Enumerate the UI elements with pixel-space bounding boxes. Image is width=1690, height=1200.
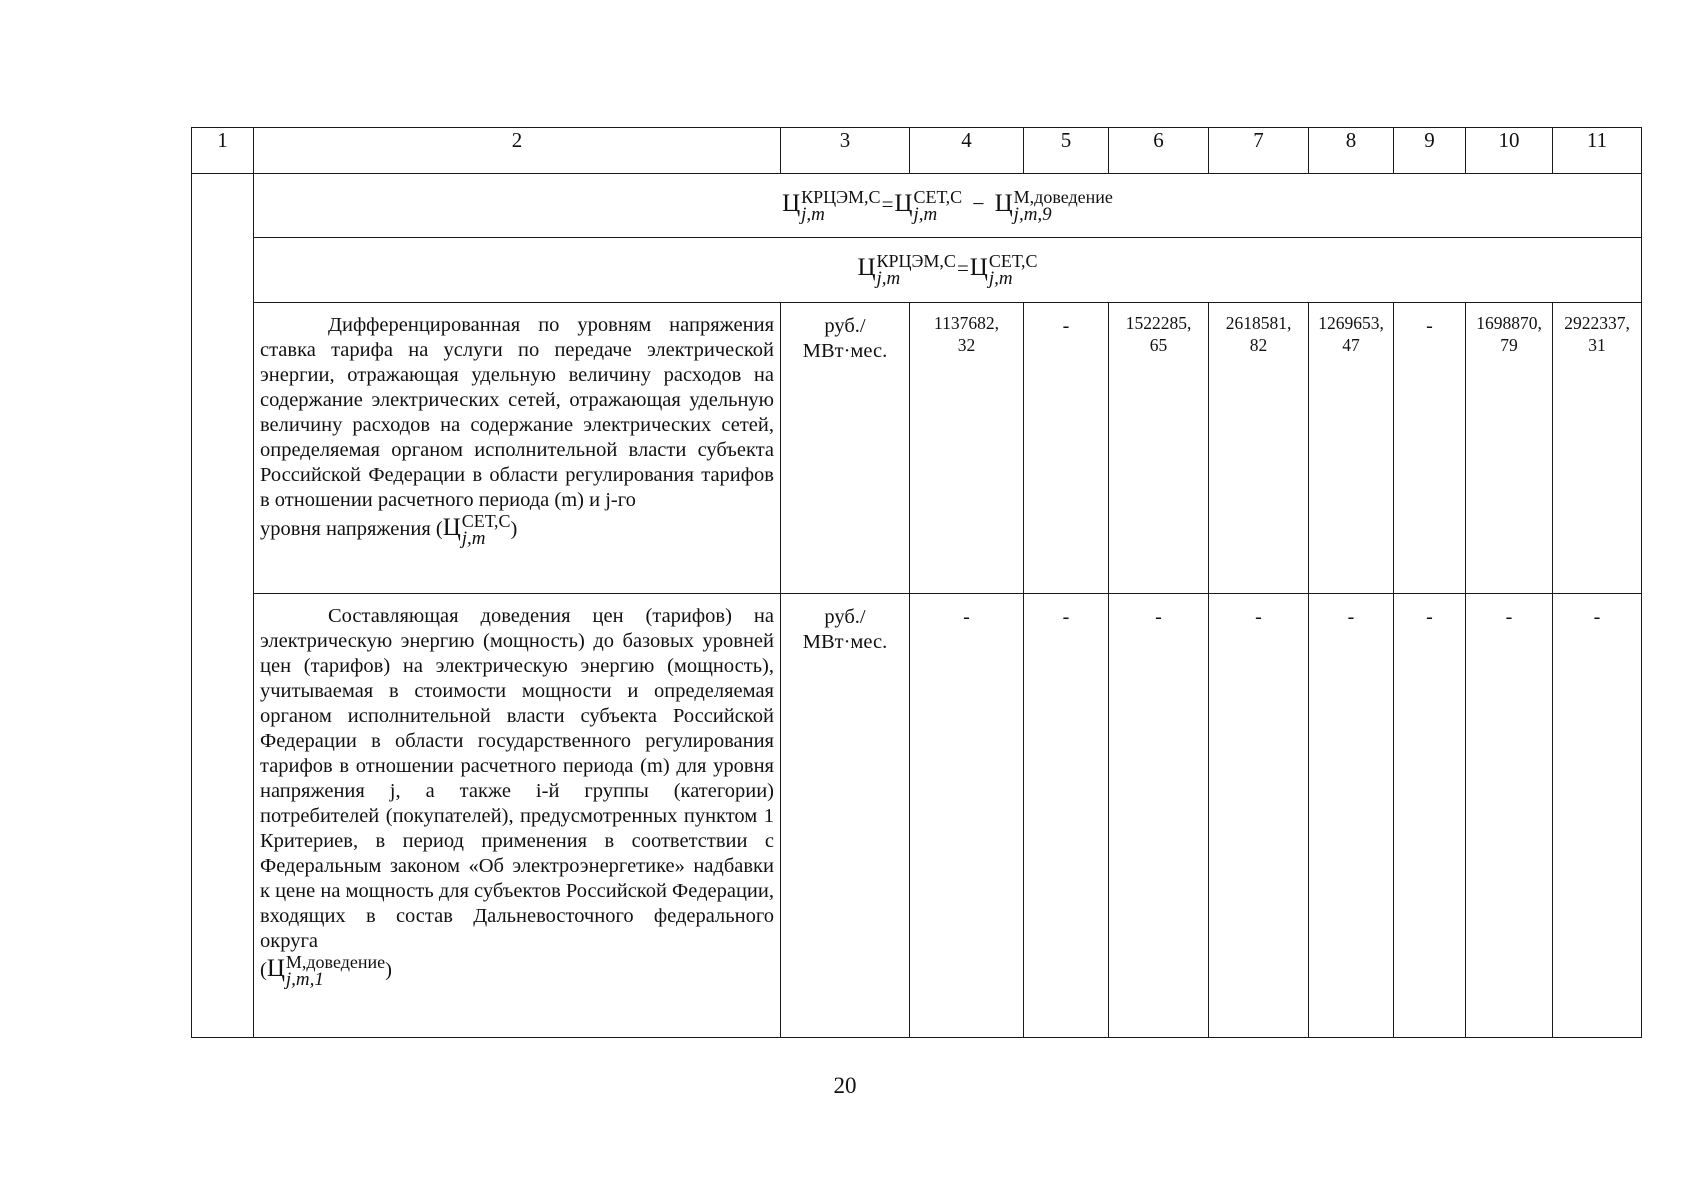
value-cell: - [1466, 594, 1553, 1038]
column-number: 2 [254, 128, 781, 174]
value-cell: 1137682, 32 [910, 303, 1024, 594]
value-cell: - [1394, 594, 1466, 1038]
formula: Ц КРЦЭМ,C j,m =Ц СЕТ,C j,m − Ц М,доведение j,m,9 [782, 186, 1113, 225]
column-number: 3 [781, 128, 910, 174]
column-number: 1 [192, 128, 254, 174]
value-cell: - [910, 594, 1024, 1038]
description-cell: Дифференцированная по уровням напряжения ставка тарифа на услуги по передаче электрической энергии, отражающая удельную величину расходов на содержание электрических сетей, отражающая удельную величину расходов на содержание электрических сетей, определяемая органом исполнительной власти субъекта Российской Федерации в области регулирования тарифов в отношении расчетного периода (m) и j-го уровня напряжения (Ц СЕТ,C j,m ) [254, 303, 781, 594]
formula: Ц КРЦЭМ,C j,m =Ц СЕТ,C j,m [857, 251, 1038, 289]
tariff-table [191, 127, 1642, 1038]
table-row [192, 303, 1642, 594]
formula-row [192, 238, 1642, 303]
table-row [192, 594, 1642, 1038]
unit-cell: руб./ МВт·мес. [781, 303, 910, 594]
value-cell: - [1309, 594, 1394, 1038]
value-cell: - [1024, 594, 1109, 1038]
column-number-row [192, 128, 1642, 174]
value-cell: 2618581, 82 [1209, 303, 1309, 594]
value-cell: 1522285, 65 [1109, 303, 1209, 594]
unit-cell: руб./ МВт·мес. [781, 594, 910, 1038]
column-number: 10 [1466, 128, 1553, 174]
description-text: Дифференцированная по уровням напряжения ставка тарифа на услуги по передаче электрической энергии, отражающая удельную величину расходов на содержание электрических сетей, отражающая удельную величину расходов на содержание электрических сетей, определяемая органом исполнительной власти субъекта Российской Федерации в области регулирования тарифов в отношении расчетного периода (m) и j-го [260, 314, 774, 511]
value-cell: - [1024, 303, 1109, 594]
description-cell: Составляющая доведения цен (тарифов) на электрическую энергию (мощность) до базовых уровней цен (тарифов) на электрическую энергию (мощность), учитываемая в стоимости мощности и определяемая органом исполнительной власти субъекта Российской Федерации в области государственного регулирования тарифов в отношении расчетного периода (m) для уровня напряжения j, а также i-й группы (категории) потребителей (покупателей), предусмотренных пунктом 1 Критериев, в период применения в соответствии с Федеральным законом «Об электроэнергетике» надбавки к цене на мощность для субъектов Российской Федерации, входящих в состав Дальневосточного федерального округа (Ц М,доведение j,m,1 ) [254, 594, 781, 1038]
value-cell: 1698870, 79 [1466, 303, 1553, 594]
value-cell: - [1394, 303, 1466, 594]
value-cell: - [1209, 594, 1309, 1038]
formula-cell [254, 238, 1642, 303]
formula-cell [254, 174, 1642, 238]
column-number: 4 [910, 128, 1024, 174]
description-text: Составляющая доведения цен (тарифов) на электрическую энергию (мощность) до базовых уровней цен (тарифов) на электрическую энергию (мощность), учитываемая в стоимости мощности и определяемая органом исполнительной власти субъекта Российской Федерации в области государственного регулирования тарифов в отношении расчетного периода (m) для уровня напряжения j, а также i-й группы (категории) потребителей (покупателей), предусмотренных пунктом 1 Критериев, в период применения в соответствии с Федеральным законом «Об электроэнергетике» надбавки к цене на мощность для субъектов Российской Федерации, входящих в состав Дальневосточного федерального округа [260, 605, 774, 952]
value-cell: 2922337, 31 [1553, 303, 1642, 594]
value-cell: - [1109, 594, 1209, 1038]
column-number: 6 [1109, 128, 1209, 174]
page-number: 20 [833, 1073, 857, 1098]
formula-row [192, 174, 1642, 238]
value-cell: - [1553, 594, 1642, 1038]
column-number: 5 [1024, 128, 1109, 174]
column-number: 7 [1209, 128, 1309, 174]
empty-number-cell [192, 174, 254, 1038]
column-number: 11 [1553, 128, 1642, 174]
column-number: 8 [1309, 128, 1394, 174]
column-number: 9 [1394, 128, 1466, 174]
value-cell: 1269653, 47 [1309, 303, 1394, 594]
